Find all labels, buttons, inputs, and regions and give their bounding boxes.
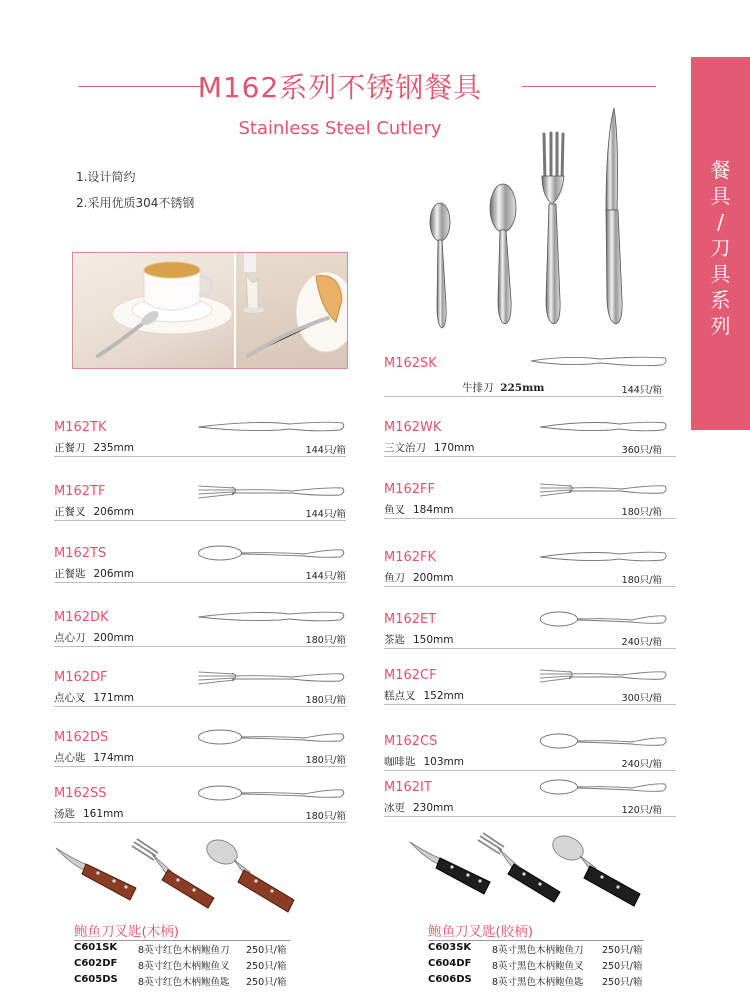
product-name-text: 茶匙	[384, 634, 405, 646]
product-name	[54, 690, 134, 705]
pack-qty: 300只/箱	[621, 693, 662, 704]
page-subtitle: Stainless Steel Cutlery	[238, 118, 442, 139]
pack-qty: 240只/箱	[621, 637, 662, 648]
product-code: M162FK	[384, 550, 437, 565]
pack-qty: 180只/箱	[305, 695, 346, 706]
dessert-spoon-icon	[196, 728, 346, 746]
set-pack: 250只/箱	[246, 945, 287, 956]
set-pack: 250只/箱	[602, 961, 643, 972]
set-desc: 8英寸黑色木柄鲍鱼叉	[492, 961, 584, 972]
product-code: M162FF	[384, 482, 435, 497]
row-rule	[384, 648, 676, 649]
product-name-text: 正餐叉	[54, 506, 86, 518]
hero-cutlery-image	[420, 100, 650, 332]
product-size: 200mm	[413, 572, 454, 584]
product-size: 174mm	[93, 752, 134, 764]
product-code: M162TK	[54, 420, 107, 435]
product-name-text: 点心匙	[54, 752, 86, 764]
product-size: 206mm	[93, 568, 134, 580]
rubber-set-fork-icon	[478, 833, 560, 902]
product-name-text: 冰更	[384, 802, 405, 814]
product-name-text: 鱼叉	[384, 504, 405, 516]
product-name	[54, 504, 134, 519]
fish-knife-icon	[538, 548, 668, 566]
feature-2: 2.采用优质304不锈钢	[76, 196, 195, 210]
product-size: 200mm	[93, 632, 134, 644]
dinner-spoon-icon	[196, 544, 346, 562]
product-name	[54, 630, 134, 645]
row-rule	[384, 396, 664, 397]
hero-knife-icon	[606, 108, 622, 324]
product-size: 206mm	[93, 506, 134, 518]
product-size: 230mm	[413, 802, 454, 814]
row-rule	[384, 456, 676, 457]
set-pack: 250只/箱	[246, 977, 287, 988]
sandwich-knife-icon	[538, 418, 668, 436]
set-code: C602DF	[74, 958, 118, 969]
pack-qty-steak-knife: 144只/箱	[621, 385, 662, 396]
set-pack: 250只/箱	[602, 945, 643, 956]
row-rule	[54, 520, 346, 521]
set-desc: 8英寸红色木柄鲍鱼匙	[138, 977, 230, 988]
pack-qty: 360只/箱	[621, 445, 662, 456]
row-rule	[384, 770, 676, 771]
category-side-text: 餐 具 / 刀 具 系 列	[710, 158, 731, 338]
pack-qty: 180只/箱	[305, 635, 346, 646]
product-name	[384, 440, 475, 455]
product-size: 150mm	[413, 634, 454, 646]
set-desc: 8英寸红色木柄鲍鱼叉	[138, 961, 230, 972]
row-rule	[384, 704, 676, 705]
pack-qty: 180只/箱	[305, 755, 346, 766]
product-name-text: 糕点叉	[384, 690, 416, 702]
wood-set-spoon-icon	[203, 838, 294, 912]
set-desc: 8英寸黑色木柄鲍鱼匙	[492, 977, 584, 988]
product-name	[384, 754, 464, 769]
product-name-text: 点心刀	[54, 632, 86, 644]
product-name	[384, 570, 454, 585]
coffee-spoon-icon	[538, 732, 668, 750]
product-code: M162SS	[54, 786, 107, 801]
set-code: C604DF	[428, 958, 472, 969]
product-name-text: 点心叉	[54, 692, 86, 704]
row-rule	[54, 766, 346, 767]
category-side-tab	[691, 57, 750, 430]
dessert-fork-icon	[196, 668, 346, 686]
photo-frame	[72, 252, 348, 369]
steak-knife-icon	[530, 352, 668, 370]
pack-qty: 180只/箱	[621, 575, 662, 586]
row-rule	[54, 822, 346, 823]
product-size: 103mm	[423, 756, 464, 768]
row-rule	[384, 586, 676, 587]
pack-qty: 144只/箱	[305, 509, 346, 520]
product-code: M162DS	[54, 730, 109, 745]
rubber-set-rule	[428, 940, 644, 941]
product-name	[54, 566, 134, 581]
hero-spoon-icon	[490, 184, 516, 324]
set-desc: 8英寸红色木柄鲍鱼刀	[138, 945, 230, 956]
product-name	[54, 806, 124, 821]
hero-teaspoon-icon	[430, 203, 450, 328]
product-code: M162ET	[384, 612, 437, 627]
hero-fork-icon	[542, 133, 564, 324]
product-name	[54, 750, 134, 765]
row-rule	[384, 518, 676, 519]
product-code: M162IT	[384, 780, 432, 795]
product-size: 170mm	[434, 442, 475, 454]
set-pack: 250只/箱	[246, 961, 287, 972]
product-name	[384, 688, 464, 703]
row-rule	[54, 646, 346, 647]
rubber-set-title: 鲍鱼刀叉匙(胶柄)	[428, 924, 534, 940]
product-code: M162CF	[384, 668, 437, 683]
product-name-text: 咖啡匙	[384, 756, 416, 768]
product-name	[384, 502, 454, 517]
product-name-text: 汤匙	[54, 808, 75, 820]
wood-set-rule	[74, 940, 290, 941]
wood-set-title: 鲍鱼刀叉匙(木柄)	[74, 924, 180, 940]
set-pack: 250只/箱	[602, 977, 643, 988]
product-code: M162CS	[384, 734, 438, 749]
product-code-steak-knife: M162SK	[384, 356, 437, 371]
set-desc: 8英寸黑色木柄鲍鱼刀	[492, 945, 584, 956]
wood-set-knife-icon	[56, 848, 136, 900]
row-rule	[54, 456, 346, 457]
dinner-knife-icon	[196, 418, 346, 436]
rubber-set-image	[408, 832, 653, 912]
product-name-steak-knife: 牛排刀 225mm	[462, 382, 545, 394]
product-name-text: 正餐刀	[54, 442, 86, 454]
product-code: M162DK	[54, 610, 109, 625]
dessert-knife-icon	[196, 608, 346, 626]
cake-fork-icon	[538, 666, 668, 684]
product-name-text: 鱼刀	[384, 572, 405, 584]
wood-set-fork-icon	[132, 839, 214, 908]
pack-qty: 120只/箱	[621, 805, 662, 816]
pack-qty: 144只/箱	[305, 571, 346, 582]
set-code: C605DS	[74, 974, 118, 985]
tea-spoon-icon	[538, 610, 668, 628]
product-code: M162TF	[54, 484, 106, 499]
product-size: 152mm	[423, 690, 464, 702]
pack-qty: 144只/箱	[305, 445, 346, 456]
ice-tea-spoon-icon	[538, 778, 668, 796]
product-name	[384, 800, 454, 815]
product-size: 171mm	[93, 692, 134, 704]
product-code: M162TS	[54, 546, 107, 561]
pack-qty: 180只/箱	[621, 507, 662, 518]
feature-1: 1.设计简约	[76, 170, 136, 184]
set-code: C606DS	[428, 974, 472, 985]
rubber-set-knife-icon	[410, 842, 490, 894]
product-name	[384, 632, 454, 647]
product-size: 235mm	[93, 442, 134, 454]
wood-set-image	[54, 838, 299, 918]
set-code: C601SK	[74, 942, 118, 953]
dinner-fork-icon	[196, 482, 346, 500]
set-code: C603SK	[428, 942, 472, 953]
soup-spoon-icon	[196, 784, 346, 802]
product-code: M162WK	[384, 420, 442, 435]
row-rule	[54, 706, 346, 707]
product-code: M162DF	[54, 670, 108, 685]
product-name-text: 正餐匙	[54, 568, 86, 580]
product-size: 161mm	[83, 808, 124, 820]
page-title: M162系列不锈钢餐具	[197, 71, 483, 104]
rubber-set-spoon-icon	[549, 832, 640, 906]
product-size: 184mm	[413, 504, 454, 516]
product-name-text: 三文治刀	[384, 442, 426, 454]
row-rule	[54, 582, 346, 583]
product-name	[54, 440, 134, 455]
fish-fork-icon	[538, 480, 668, 498]
row-rule	[384, 816, 676, 817]
pack-qty: 240只/箱	[621, 759, 662, 770]
pack-qty: 180只/箱	[305, 811, 346, 822]
